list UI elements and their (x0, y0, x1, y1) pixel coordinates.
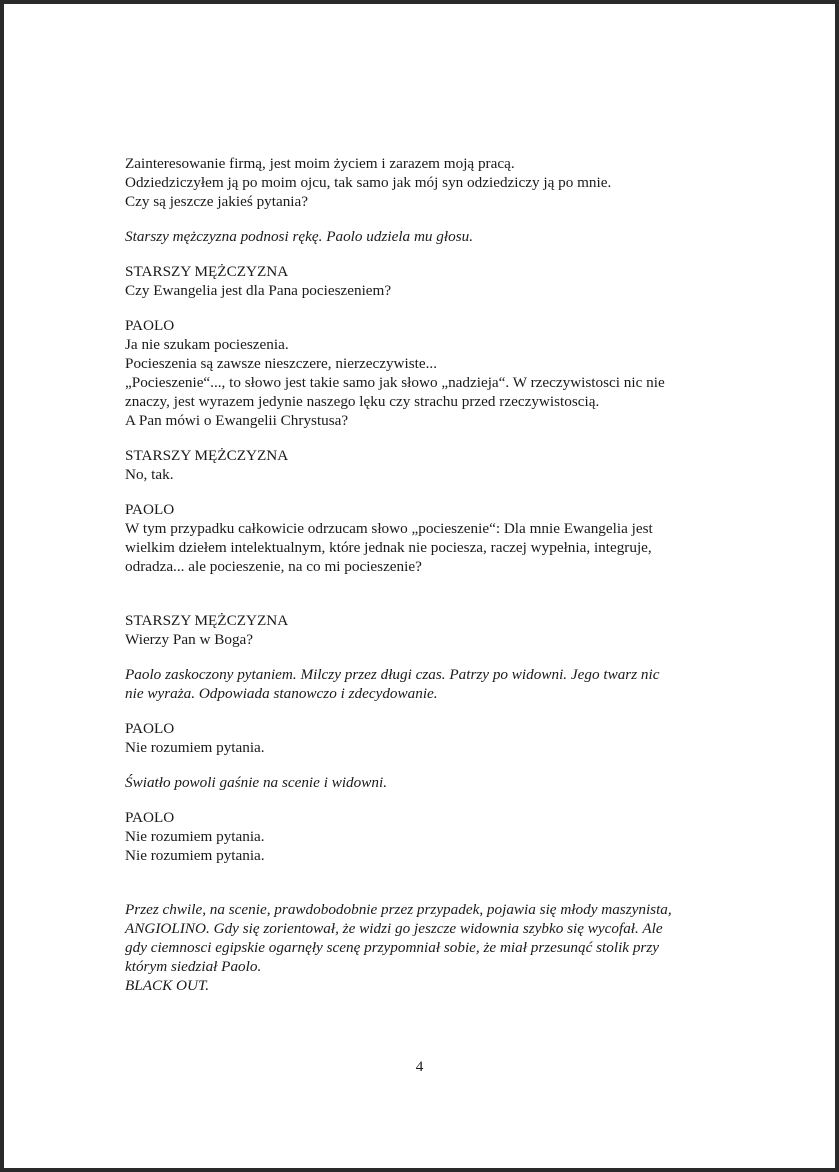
text-line: znaczy, jest wyrazem jedynie naszego lęku czy strachu przed rzeczywistoscią. (125, 393, 600, 410)
page-number: 4 (415, 1058, 424, 1075)
speaker-name: STARSZY MĘŻCZYZNA (125, 447, 289, 464)
text-line: Odziedziczyłem ją po moim ojcu, tak samo jak mój syn odziedziczy ją po mnie. (125, 174, 612, 191)
text-line: ANGIOLINO. Gdy się zorientował, że widzi go jeszcze widownia szybko się wycofał. Ale (125, 920, 663, 937)
stage-direction (125, 900, 725, 995)
text-line: „Pocieszenie“..., to słowo jest takie samo jak słowo „nadzieja“. W rzeczywistosci nic nie (125, 374, 665, 391)
text-line: Przez chwile, na scenie, prawdobodobnie przez przypadek, pojawia się młody maszynista, (125, 901, 672, 918)
text-line: wielkim dziełem intelektualnym, które jednak nie pociesza, raczej wypełnia, integruje, (125, 539, 652, 556)
text-line: No, tak. (125, 466, 174, 483)
text-line: Czy są jeszcze jakieś pytania? (125, 193, 309, 210)
stage-direction (125, 227, 725, 246)
dialogue-block (125, 262, 725, 300)
dialogue-block (125, 316, 725, 430)
text-line: Pocieszenia są zawsze nieszczere, nierzeczywiste... (125, 355, 438, 372)
text-line: Nie rozumiem pytania. (125, 739, 265, 756)
text-line: nie wyraża. Odpowiada stanowczo i zdecydowanie. (125, 685, 438, 702)
text-line: A Pan mówi o Ewangelii Chrystusa? (125, 412, 349, 429)
dialogue-block (125, 500, 725, 576)
text-line: Światło powoli gaśnie na scenie i widowni. (125, 774, 387, 791)
text-line: Nie rozumiem pytania. (125, 847, 265, 864)
speaker-name: PAOLO (125, 720, 175, 737)
text-line: Wierzy Pan w Boga? (125, 631, 254, 648)
speaker-name: PAOLO (125, 317, 175, 334)
speaker-name: STARSZY MĘŻCZYZNA (125, 263, 289, 280)
dialogue-block (125, 611, 725, 649)
text-line: Nie rozumiem pytania. (125, 828, 265, 845)
dialogue-block (125, 446, 725, 484)
text-line: odradza... ale pocieszenie, na co mi pocieszenie? (125, 558, 422, 575)
dialogue-block (125, 719, 725, 757)
text-line: Czy Ewangelia jest dla Pana pocieszeniem? (125, 282, 392, 299)
text-line: BLACK OUT. (125, 977, 210, 994)
speaker-name: STARSZY MĘŻCZYZNA (125, 612, 289, 629)
stage-direction (125, 773, 725, 792)
speaker-name: PAOLO (125, 809, 175, 826)
text-line: W tym przypadku całkowicie odrzucam słowo „pocieszenie“: Dla mnie Ewangelia jest (125, 520, 653, 537)
stage-direction (125, 665, 725, 703)
text-line: którym siedział Paolo. (125, 958, 262, 975)
text-line: Ja nie szukam pocieszenia. (125, 336, 289, 353)
text-line: Paolo zaskoczony pytaniem. Milczy przez długi czas. Patrzy po widowni. Jego twarz nic (125, 666, 660, 683)
paolo-speech-continued (125, 154, 725, 211)
speaker-name: PAOLO (125, 501, 175, 518)
text-line: Zainteresowanie firmą, jest moim życiem i zarazem moją pracą. (125, 155, 515, 172)
dialogue-block (125, 808, 725, 865)
text-line: Starszy mężczyzna podnosi rękę. Paolo udziela mu głosu. (125, 228, 474, 245)
script-text (125, 154, 725, 1011)
text-line: gdy ciemnosci egipskie ogarnęły scenę przypomniał sobie, że miał przesunąć stolik przy (125, 939, 659, 956)
